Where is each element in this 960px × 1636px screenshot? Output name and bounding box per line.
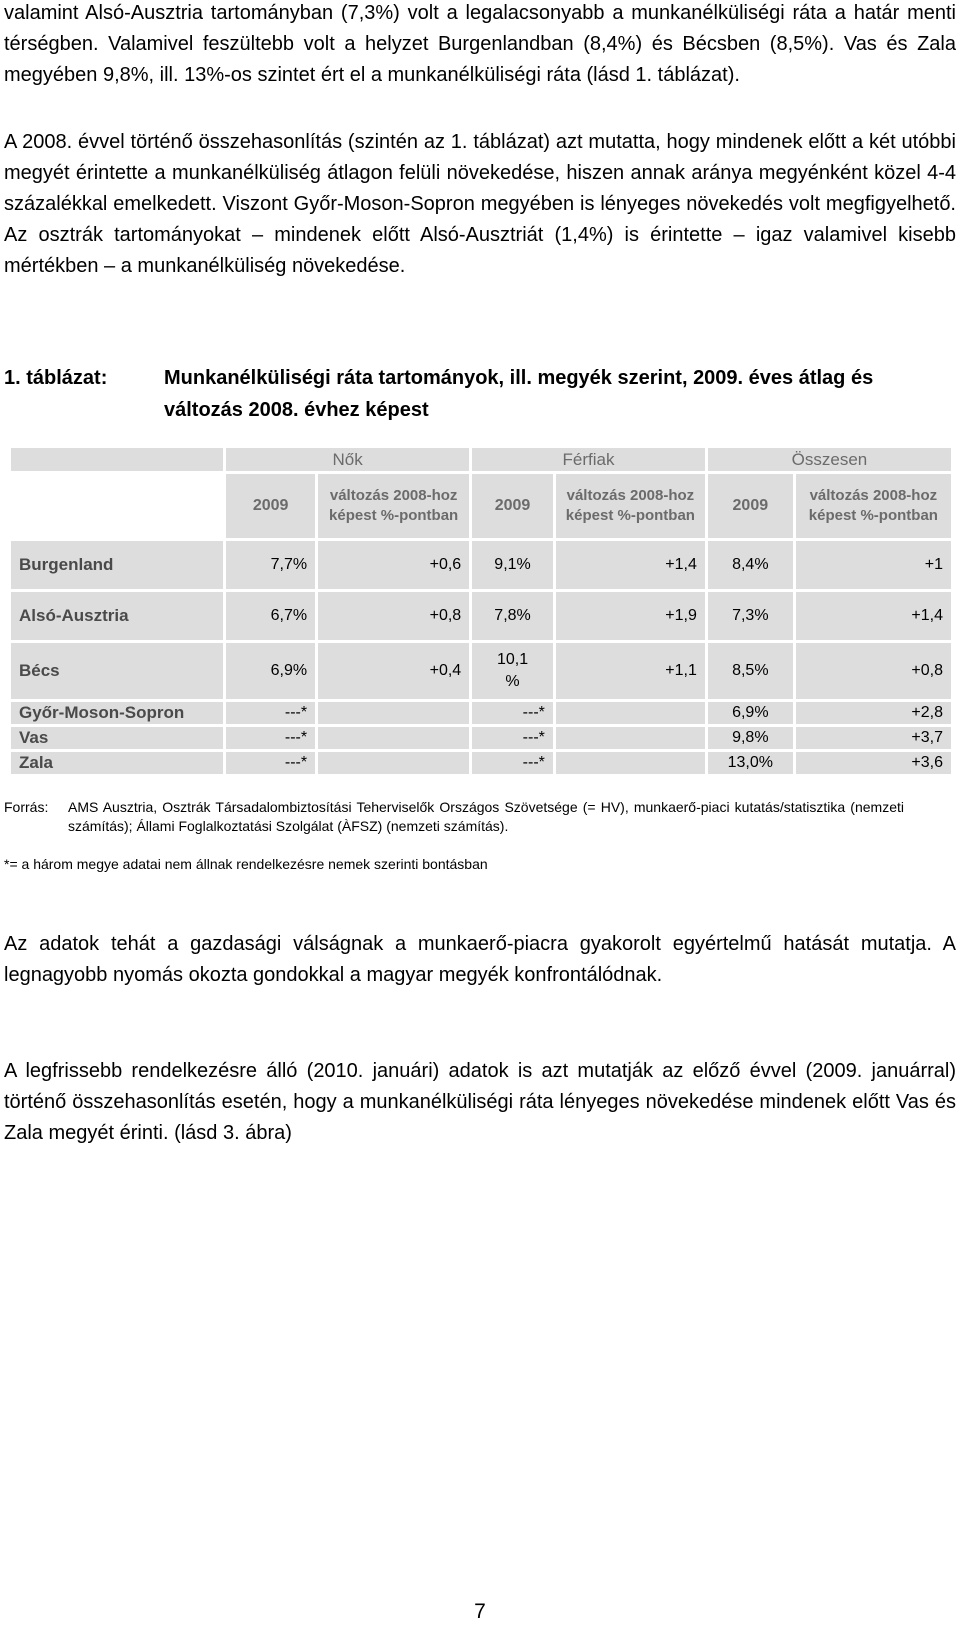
paragraph-3: Az adatok tehát a gazdasági válságnak a munkaerő-piacra gyakorolt egyértelmű hatását mutatja. A legnagyobb nyomás okozta gondokkal a magyar megyék konfrontálódnak. (4, 933, 956, 986)
table-row (11, 592, 951, 640)
cell-total-2009: 13,0% (708, 752, 793, 774)
cell-women-2009: 6,9% (226, 643, 315, 699)
cell-men-change (556, 727, 705, 749)
cell-men-2009: ---* (472, 752, 553, 774)
row-label: Zala (11, 752, 223, 774)
cell-men-2009: ---* (472, 702, 553, 724)
source-text: AMS Ausztria, Osztrák Társadalombiztosítási Teherviselők Országos Szövetsége (= HV), munkaerő-piaci kutatás/statisztika (nemzeti számítás); Állami Foglalkoztatási Szolgálat (ÀFSZ) (nemzeti számítás). (68, 799, 904, 834)
subheader-empty (11, 474, 223, 538)
paragraph-1: valamint Alsó-Ausztria tartományban (7,3%) volt a legalacsonyabb a munkanélküliségi ráta a határ menti térségben. Valamivel feszültebb volt a helyzet Burgenlandban (8,4%) és Bécsben (8,5%). Vas és Zala megyében 9,8%, ill. 13%-os szintet ért el a munkanélküliségi ráta (lásd 1. táblázat). (4, 2, 956, 86)
table-row (11, 643, 951, 699)
table-row (11, 727, 951, 749)
cell-women-2009: ---* (226, 727, 315, 749)
table-subheader-row (11, 474, 951, 538)
group-header-total: Összesen (708, 448, 951, 471)
table-caption-label: 1. táblázat: (4, 367, 108, 389)
paragraph-2: A 2008. évvel történő összehasonlítás (szintén az 1. táblázat) azt mutatta, hogy mindenek előtt a két utóbbi megyét érintette a munkanélküliség átlagon felüli növekedése, hiszen annak aránya megyénként közel 4-4 százalékkal emelkedett. Viszont Győr-Moson-Sopron megyében is lényeges növekedés volt megfigyelhető. Az osztrák tartományokat – mindenek előtt Alsó-Ausztriát (1,4%) is érintette – igaz valamivel kisebb mértékben – a munkanélküliség növekedése. (4, 131, 956, 277)
table-row (11, 702, 951, 724)
cell-women-change (318, 727, 469, 749)
row-label: Vas (11, 727, 223, 749)
subheader-women-change: változás 2008-hoz képest %-pontban (318, 474, 469, 538)
source-label: Forrás: (4, 799, 49, 815)
cell-men-2009: ---* (472, 727, 553, 749)
table-footnote: *= a három megye adatai nem állnak rendelkezésre nemek szerinti bontásban (4, 856, 488, 872)
table-group-header-row (11, 448, 951, 471)
row-label: Bécs (11, 643, 223, 699)
table-caption-text: Munkanélküliségi ráta tartományok, ill. megyék szerint, 2009. éves átlag és változás 2008. évhez képest (164, 367, 874, 421)
paragraph-4: A legfrissebb rendelkezésre álló (2010. januári) adatok is azt mutatják az előző évvel (2009. januárral) történő összehasonlítás esetén, hogy a munkanélküliségi ráta lényeges növekedése mindenek előtt Vas és Zala megyét érinti. (lásd 3. ábra) (4, 1060, 956, 1144)
subheader-men-change: változás 2008-hoz képest %-pontban (556, 474, 705, 538)
cell-women-2009: 7,7% (226, 541, 315, 589)
unemployment-table (8, 445, 954, 777)
subheader-women-year: 2009 (226, 474, 315, 538)
cell-total-2009: 8,5% (708, 643, 793, 699)
cell-women-change (318, 702, 469, 724)
table-corner-cell (11, 448, 223, 471)
row-label: Győr-Moson-Sopron (11, 702, 223, 724)
cell-women-2009: 6,7% (226, 592, 315, 640)
cell-men-2009: 7,8% (472, 592, 553, 640)
subheader-total-year: 2009 (708, 474, 793, 538)
cell-total-2009: 9,8% (708, 727, 793, 749)
cell-total-change: +3,7 (796, 727, 951, 749)
cell-total-2009: 6,9% (708, 702, 793, 724)
cell-men-change: +1,4 (556, 541, 705, 589)
cell-men-change (556, 752, 705, 774)
cell-men-2009: 10,1 % (472, 643, 553, 699)
cell-women-2009: ---* (226, 702, 315, 724)
cell-men-2009: 9,1% (472, 541, 553, 589)
cell-women-change: +0,6 (318, 541, 469, 589)
group-header-women: Nők (226, 448, 469, 471)
cell-men-change: +1,1 (556, 643, 705, 699)
cell-total-change: +3,6 (796, 752, 951, 774)
cell-men-change: +1,9 (556, 592, 705, 640)
cell-women-change: +0,4 (318, 643, 469, 699)
group-header-men: Férfiak (472, 448, 705, 471)
cell-total-change: +1,4 (796, 592, 951, 640)
cell-women-change (318, 752, 469, 774)
page-number: 7 (474, 1600, 486, 1623)
cell-total-change: +1 (796, 541, 951, 589)
cell-total-change: +0,8 (796, 643, 951, 699)
table-row (11, 541, 951, 589)
subheader-men-year: 2009 (472, 474, 553, 538)
table-row (11, 752, 951, 774)
cell-total-2009: 7,3% (708, 592, 793, 640)
row-label: Burgenland (11, 541, 223, 589)
subheader-total-change: változás 2008-hoz képest %-pontban (796, 474, 951, 538)
cell-total-change: +2,8 (796, 702, 951, 724)
row-label: Alsó-Ausztria (11, 592, 223, 640)
cell-women-2009: ---* (226, 752, 315, 774)
cell-men-change (556, 702, 705, 724)
cell-total-2009: 8,4% (708, 541, 793, 589)
cell-women-change: +0,8 (318, 592, 469, 640)
